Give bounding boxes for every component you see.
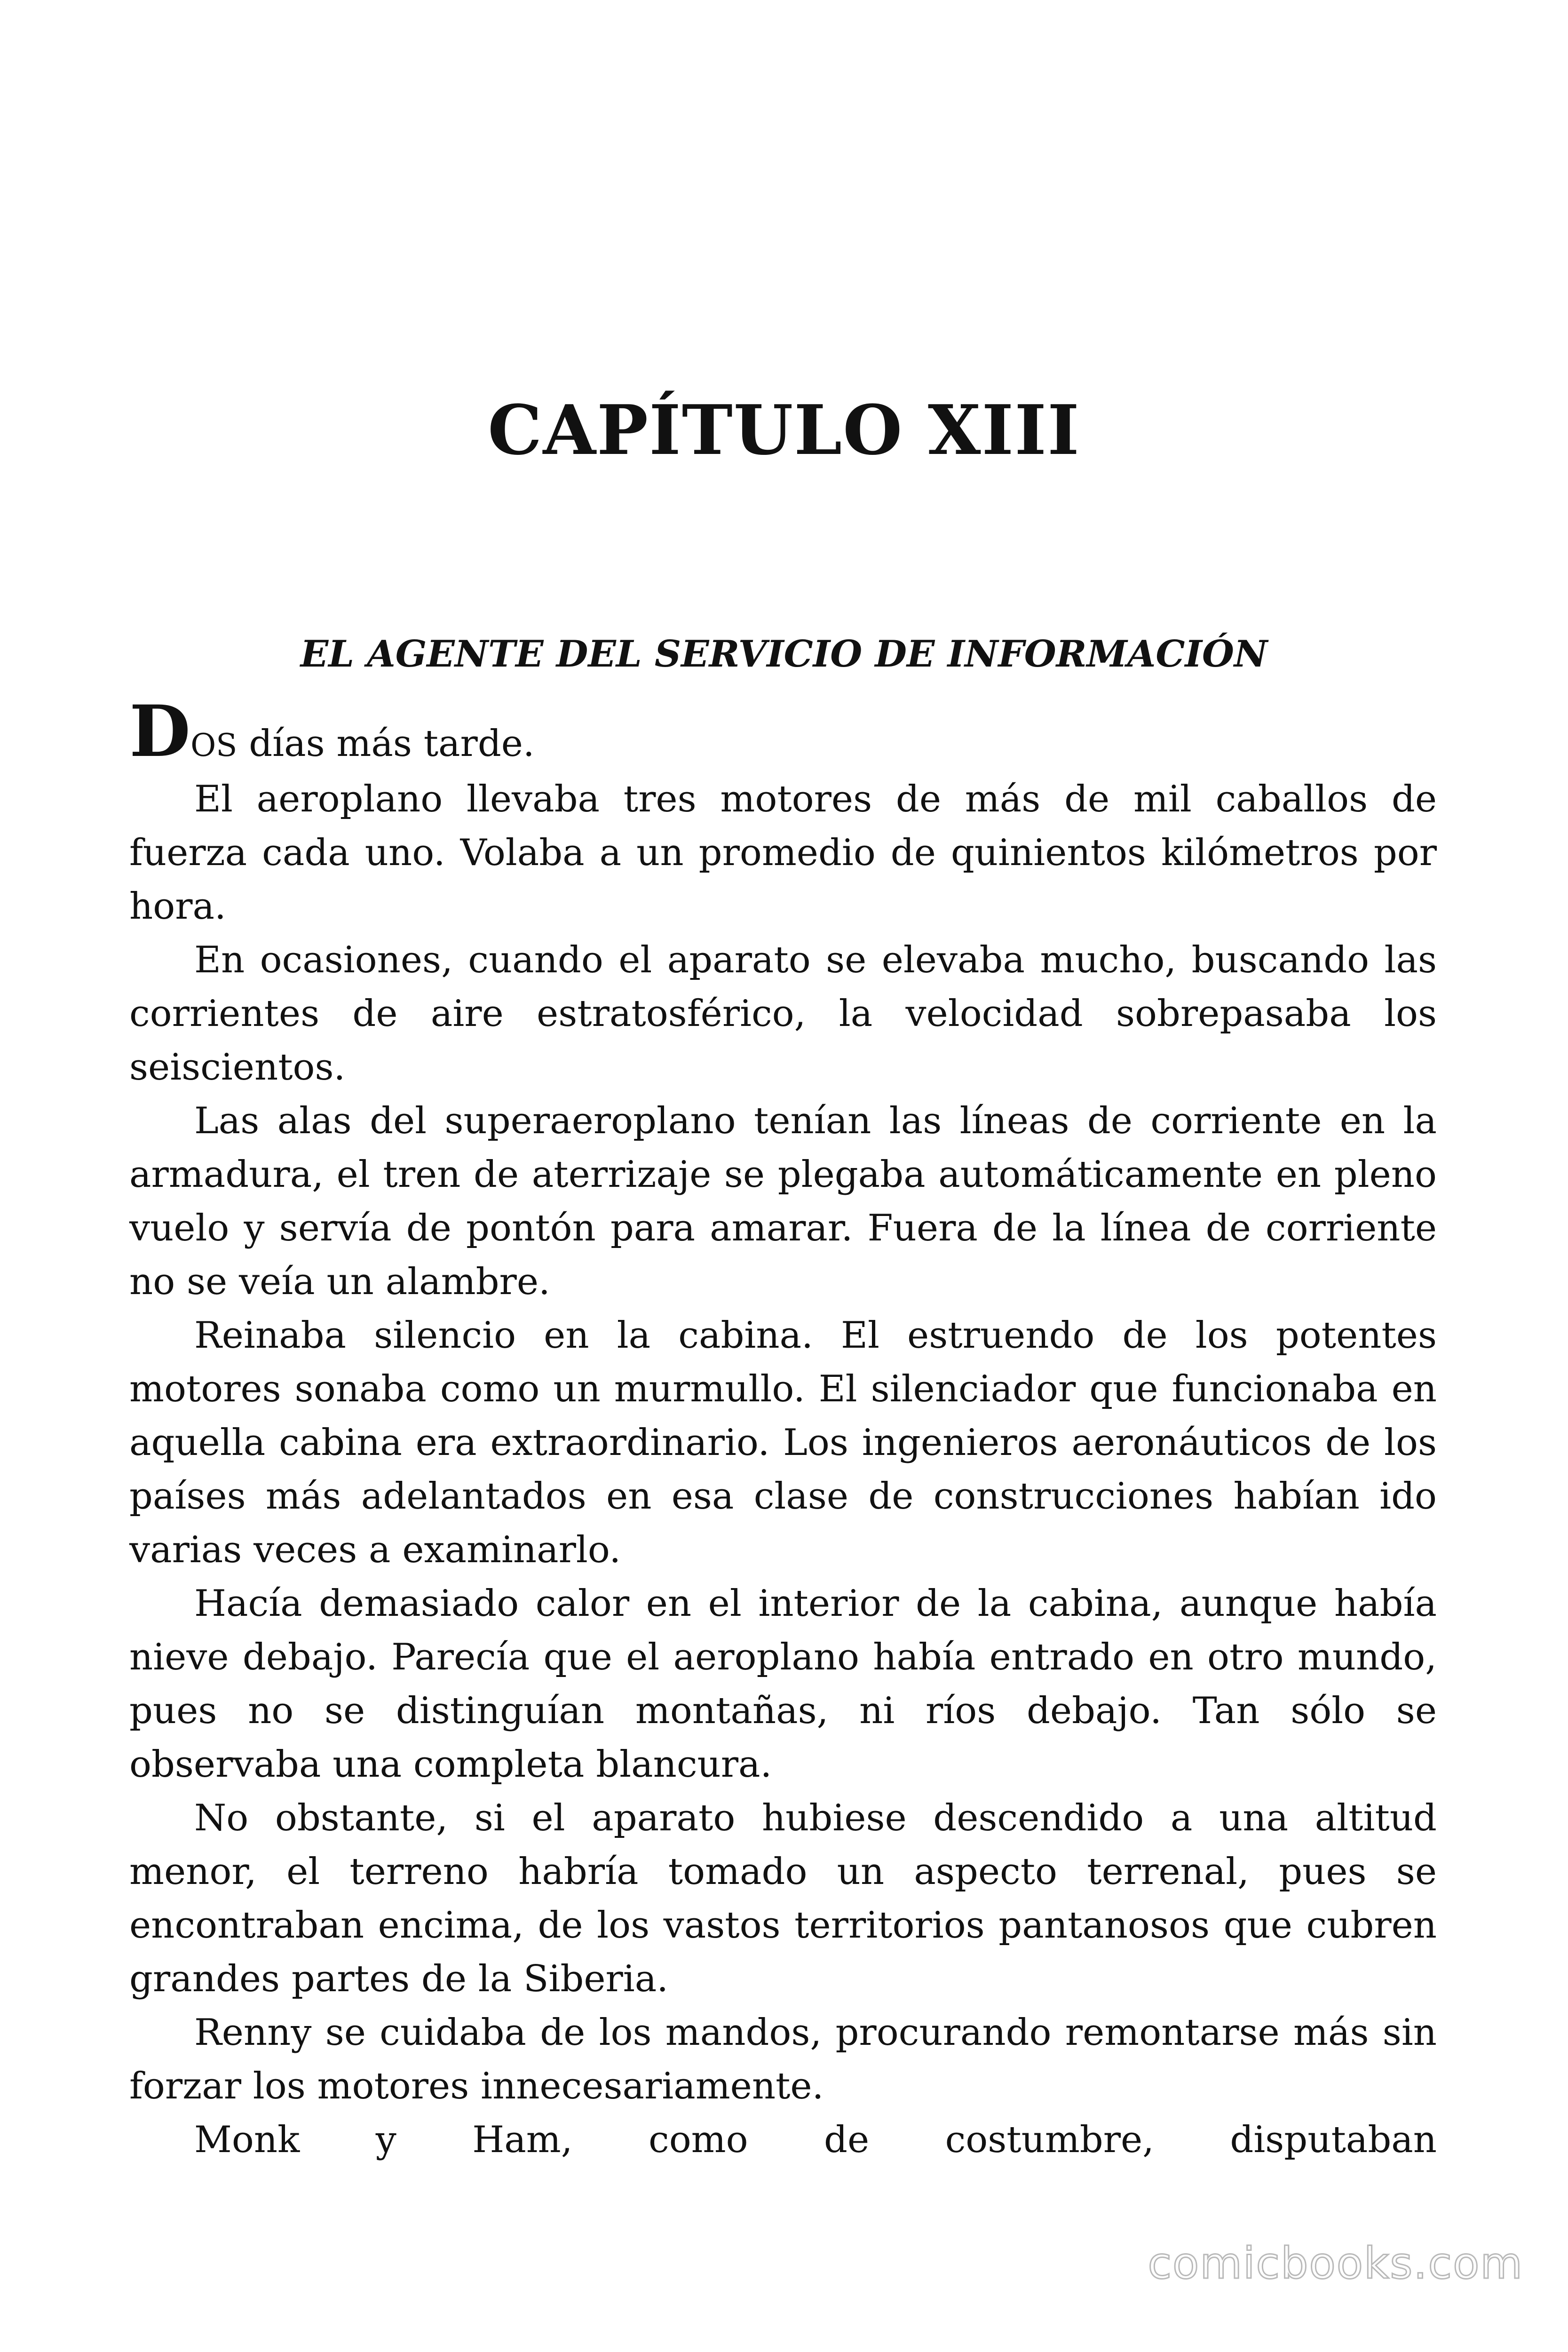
paragraph: Las alas del superaeroplano tenían las líneas de corriente en la armadura, el tren de aterrizaje se plegaba automáticamente en pleno vuelo y servía de pontón para amarar. Fuera de la línea de corriente no se veía un alambre. [129,1100,1437,1303]
chapter-body [129,690,1437,2167]
paragraph: Reinaba silencio en la cabina. El estruendo de los potentes motores sonaba como un murmullo. El silenciador que funcionaba en aquella cabina era extraordinario. Los ingenieros aeronáuticos de los países más adelantados en esa clase de construcciones habían ido varias veces a examinarlo. [129,1314,1437,1571]
paragraph: Renny se cuidaba de los mandos, procurando remontarse más sin forzar los motores innecesariamente. [129,2011,1437,2107]
opening-text: días más tarde. [237,723,535,765]
opening-paragraph [129,690,1437,773]
paragraph: En ocasiones, cuando el aparato se elevaba mucho, buscando las corrientes de aire estratosférico, la velocidad sobrepasaba los seiscientos. [129,939,1437,1089]
watermark: comicbooks.com [1148,2238,1523,2288]
paragraph: Hacía demasiado calor en el interior de la cabina, aunque había nieve debajo. Parecía que el aeroplano había entrado en otro mundo, pues no se distinguían montañas, ni ríos debajo. Tan sólo se observaba una completa blancura. [129,1582,1437,1786]
paragraph: Monk y Ham, como de costumbre, disputaban [194,2119,1437,2161]
paragraph: El aeroplano llevaba tres motores de más de mil caballos de fuerza cada uno. Volaba a un promedio de quinientos kilómetros por hora. [129,778,1437,928]
opening-smallcaps: OS [190,727,238,763]
chapter-title: CAPÍTULO XIII [488,390,1080,470]
chapter-subtitle: EL AGENTE DEL SERVICIO DE INFORMACIÓN [300,633,1268,675]
drop-initial: D [129,690,191,773]
paragraph: No obstante, si el aparato hubiese descendido a una altitud menor, el terreno habría tomado un aspecto terrenal, pues se encontraban encima, de los vastos territorios pantanosos que cubren grandes partes de la Siberia. [129,1797,1437,2000]
